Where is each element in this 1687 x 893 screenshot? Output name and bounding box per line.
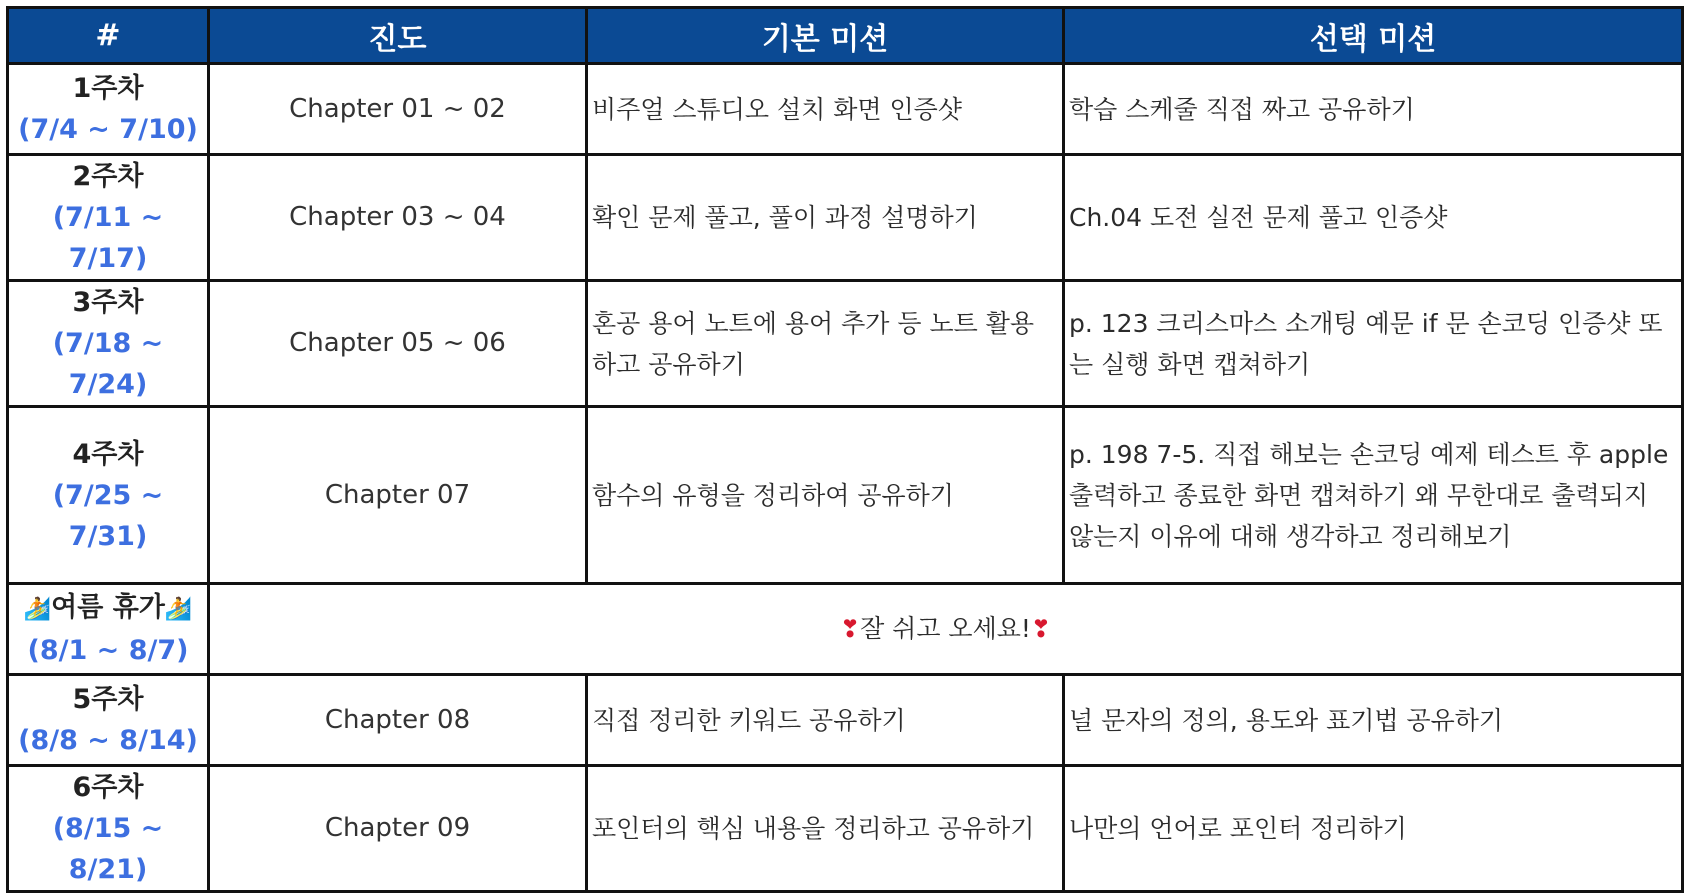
progress-cell: Chapter 08 [209,675,587,766]
week-cell [8,584,209,675]
header-basic-mission: 기본 미션 [587,8,1064,64]
optional-mission-cell: p. 123 크리스마스 소개팅 예문 if 문 손코딩 인증샷 또는 실행 화면 캡쳐하기 [1064,281,1683,407]
week-dates: (8/15 ~ 8/21) [52,813,164,885]
week-cell [8,281,209,407]
progress-cell: Chapter 07 [209,407,587,584]
vacation-row [8,584,1683,675]
vacation-label: 🏄여름 휴가🏄 [23,592,193,623]
week-cell [8,766,209,892]
basic-mission-cell: 비주얼 스튜디오 설치 화면 인증샷 [587,64,1064,155]
basic-mission-cell: 직접 정리한 키워드 공유하기 [587,675,1064,766]
week-name: 2주차 [72,161,144,192]
header-optional-mission: 선택 미션 [1064,8,1683,64]
optional-mission-cell: p. 198 7-5. 직접 해보는 손코딩 예제 테스트 후 apple 출력하고 종료한 화면 캡쳐하기 왜 무한대로 출력되지 않는지 이유에 대해 생각하고 정리해보기 [1064,407,1683,584]
week-dates: (7/18 ~ 7/24) [52,328,164,400]
mission-schedule-table [6,6,1684,893]
progress-cell: Chapter 03 ~ 04 [209,155,587,281]
progress-cell: Chapter 01 ~ 02 [209,64,587,155]
surfer-icon: 🏄 [23,597,52,622]
table-row [8,155,1683,281]
week-dates: (7/4 ~ 7/10) [18,114,198,145]
week-dates: (7/25 ~ 7/31) [52,479,164,552]
week-name: 3주차 [72,287,144,318]
optional-mission-cell: 학습 스케줄 직접 짜고 공유하기 [1064,64,1683,155]
week-name: 6주차 [72,772,144,803]
week-cell [8,675,209,766]
optional-mission-cell: 널 문자의 정의, 용도와 표기법 공유하기 [1064,675,1683,766]
week-cell [8,155,209,281]
week-name: 1주차 [72,73,144,104]
basic-mission-cell: 포인터의 핵심 내용을 정리하고 공유하기 [587,766,1064,892]
table-row [8,64,1683,155]
table-row [8,675,1683,766]
heart-exclamation-icon: ❣ [839,615,861,643]
header-progress: 진도 [209,8,587,64]
basic-mission-cell: 확인 문제 풀고, 풀이 과정 설명하기 [587,155,1064,281]
heart-exclamation-icon: ❣ [1030,615,1052,643]
basic-mission-cell: 함수의 유형을 정리하여 공유하기 [587,407,1064,584]
optional-mission-cell: 나만의 언어로 포인터 정리하기 [1064,766,1683,892]
basic-mission-cell: 혼공 용어 노트에 용어 추가 등 노트 활용하고 공유하기 [587,281,1064,407]
week-dates: (8/1 ~ 8/7) [27,635,189,666]
header-row [8,8,1683,64]
table-row [8,281,1683,407]
surfer-icon: 🏄 [164,597,193,622]
header-number: # [8,8,209,64]
progress-cell: Chapter 09 [209,766,587,892]
progress-cell: Chapter 05 ~ 06 [209,281,587,407]
week-name: 4주차 [72,438,144,470]
vacation-message: 잘 쉬고 오세요! [860,614,1031,643]
week-dates: (8/8 ~ 8/14) [18,725,198,756]
optional-mission-cell: Ch.04 도전 실전 문제 풀고 인증샷 [1064,155,1683,281]
week-name: 5주차 [72,684,144,715]
vacation-message-cell [209,584,1683,675]
table-row [8,766,1683,892]
table-row [8,407,1683,584]
week-dates: (7/11 ~ 7/17) [52,202,164,274]
week-cell [8,407,209,584]
week-cell [8,64,209,155]
